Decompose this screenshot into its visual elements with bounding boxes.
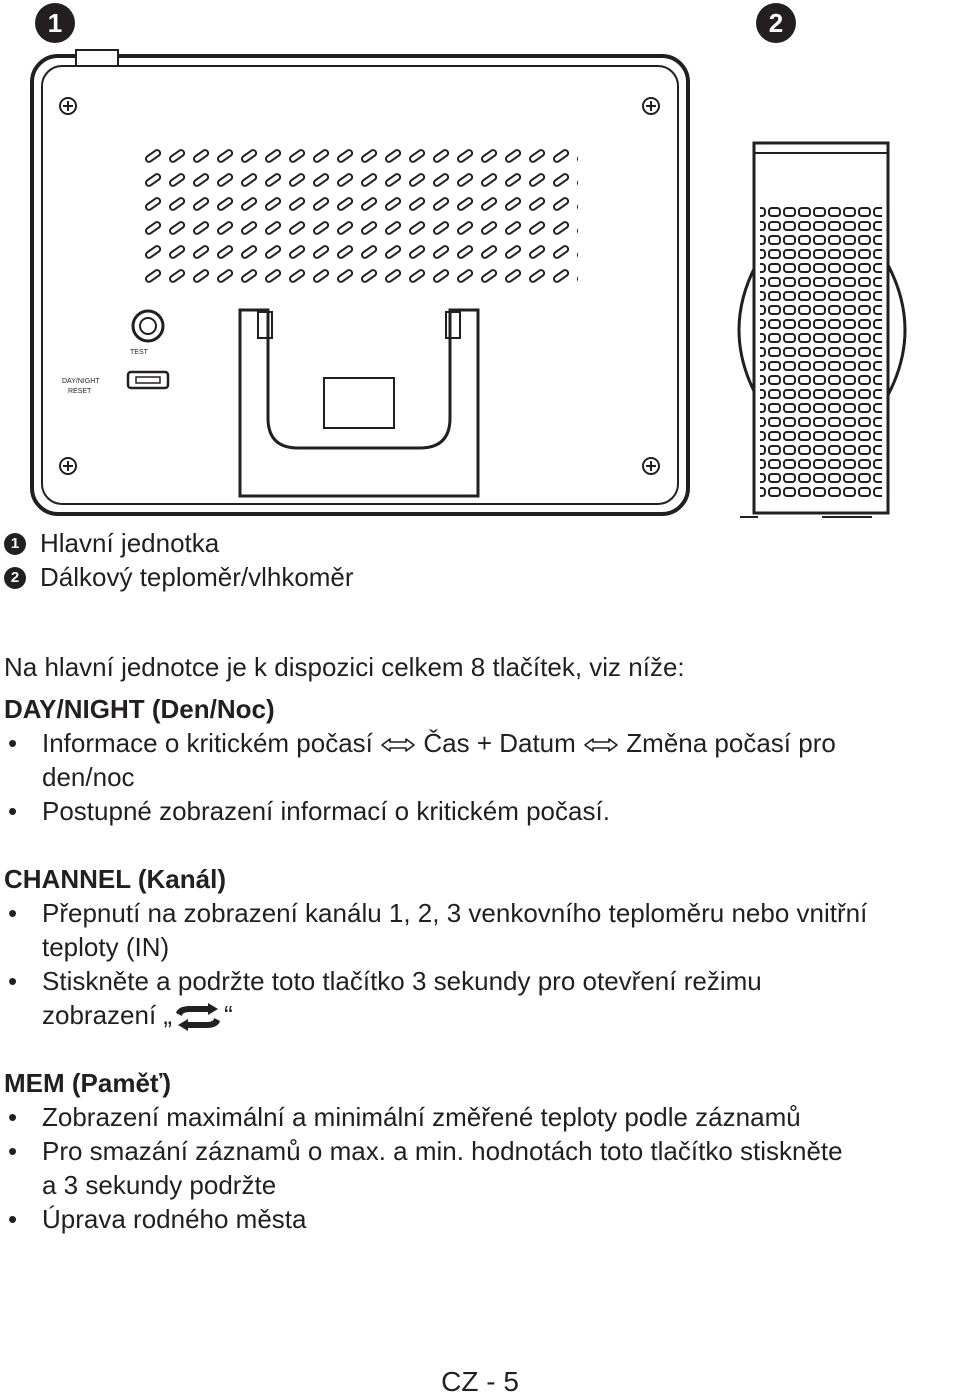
bullet-dot: • bbox=[8, 898, 18, 928]
cycle-arrows-icon bbox=[172, 1003, 224, 1031]
daynight-heading: DAY/NIGHT (Den/Noc) bbox=[4, 694, 275, 724]
legend-badge-1: 1 bbox=[4, 533, 26, 555]
svg-text:RESET: RESET bbox=[68, 388, 92, 395]
mem-bullet-1 bbox=[4, 1100, 924, 1134]
figure-badge-1: 1 bbox=[35, 3, 75, 43]
bullet-dot: • bbox=[8, 728, 18, 758]
svg-text:DAY/NIGHT: DAY/NIGHT bbox=[62, 378, 100, 385]
bullet-dot: • bbox=[8, 796, 18, 826]
daynight-b1-a: Informace o kritickém počasí bbox=[42, 728, 373, 758]
channel-bullet-2 bbox=[4, 964, 924, 1032]
bullet-dot: • bbox=[8, 1136, 18, 1166]
channel-b2-l1: Stiskněte a podržte toto tlačítko 3 sekundy pro otevření režimu bbox=[42, 966, 762, 996]
daynight-b1-d: den/noc bbox=[42, 762, 135, 792]
daynight-b2: Postupné zobrazení informací o kritickém počasí. bbox=[42, 796, 610, 826]
figure-badge-2: 2 bbox=[756, 3, 796, 43]
mem-bullet-3 bbox=[4, 1202, 924, 1236]
mem-b2-l1: Pro smazání záznamů o max. a min. hodnotách toto tlačítko stiskněte bbox=[42, 1136, 843, 1166]
channel-heading: CHANNEL (Kanál) bbox=[4, 864, 226, 894]
mem-bullet-2 bbox=[4, 1134, 924, 1202]
legend-item-main-unit bbox=[4, 528, 219, 559]
mem-heading: MEM (Paměť) bbox=[4, 1068, 172, 1098]
channel-b2-l2-post: “ bbox=[224, 1000, 233, 1030]
legend-label: Dálkový teploměr/vlhkoměr bbox=[40, 562, 354, 592]
daynight-bullet-1 bbox=[4, 726, 924, 794]
remote-sensor-illustration bbox=[722, 135, 922, 525]
daynight-b1-b: Čas + Datum bbox=[423, 728, 576, 758]
double-arrow-icon bbox=[380, 737, 416, 753]
legend-badge-2: 2 bbox=[4, 567, 26, 589]
main-unit-illustration bbox=[20, 48, 720, 518]
bullet-dot: • bbox=[8, 966, 18, 996]
legend-item-remote-sensor bbox=[4, 562, 354, 593]
bullet-dot: • bbox=[8, 1102, 18, 1132]
mem-b1: Zobrazení maximální a minimální změřené teploty podle záznamů bbox=[42, 1102, 801, 1132]
intro-text: Na hlavní jednotce je k dispozici celkem 8 tlačítek, viz níže: bbox=[4, 652, 685, 682]
legend-label: Hlavní jednotka bbox=[40, 528, 220, 558]
daynight-b1-c: Změna počasí pro bbox=[626, 728, 836, 758]
channel-b1-l2: teploty (IN) bbox=[42, 932, 170, 962]
mem-b2-l2: a 3 sekundy podržte bbox=[42, 1170, 277, 1200]
svg-text:TEST: TEST bbox=[130, 349, 148, 356]
double-arrow-icon bbox=[583, 737, 619, 753]
mem-b3: Úprava rodného města bbox=[42, 1204, 307, 1234]
page-number: CZ - 5 bbox=[441, 1366, 519, 1397]
channel-b2-l2-pre: zobrazení „ bbox=[42, 1000, 173, 1030]
daynight-bullet-2 bbox=[4, 794, 924, 828]
channel-bullet-1 bbox=[4, 896, 924, 964]
bullet-dot: • bbox=[8, 1204, 18, 1234]
channel-b1-l1: Přepnutí na zobrazení kanálu 1, 2, 3 venkovního teploměru nebo vnitřní bbox=[42, 898, 868, 928]
